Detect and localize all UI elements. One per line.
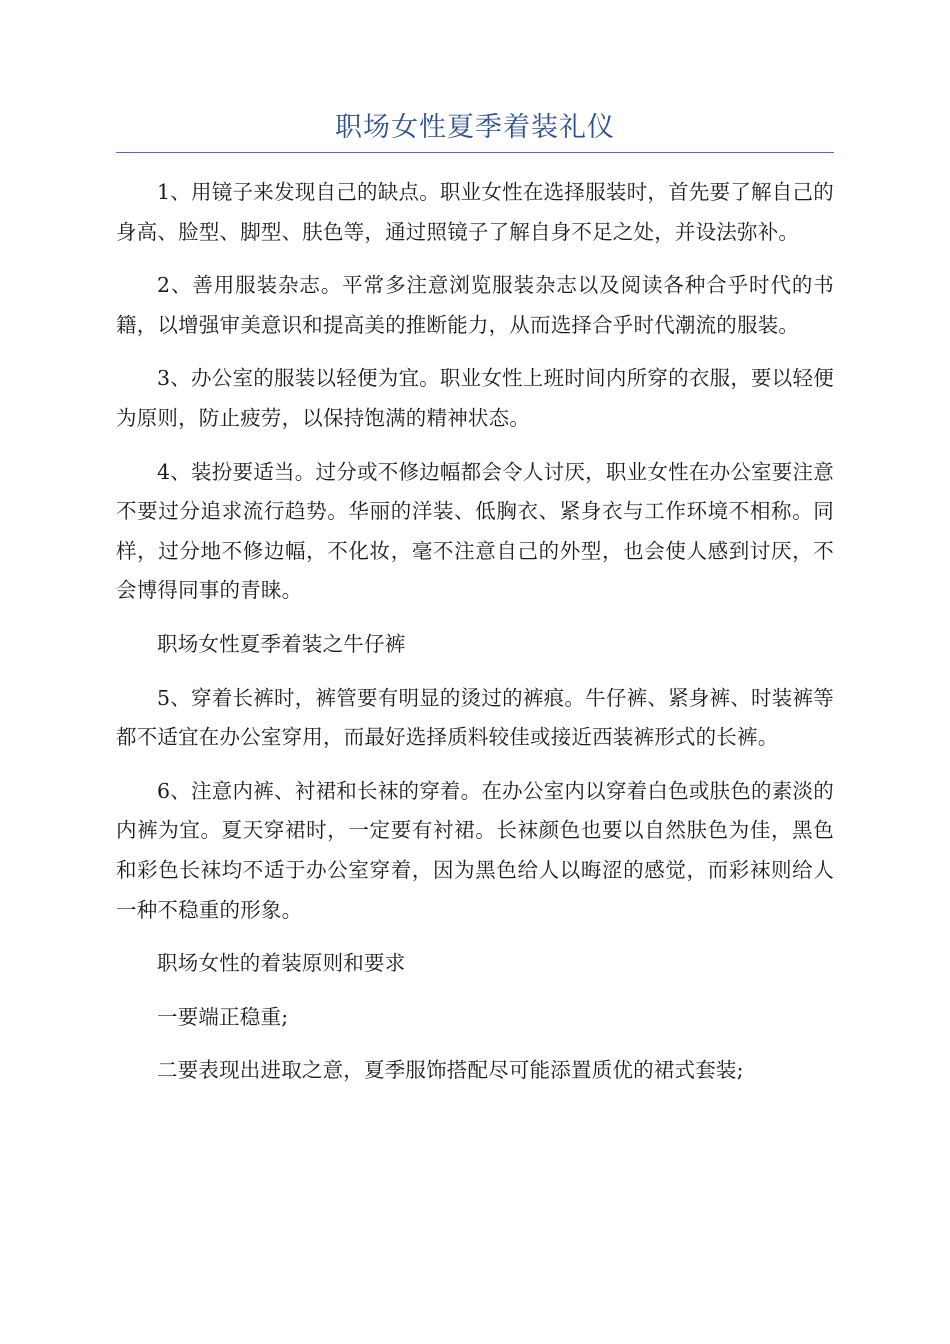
document-title: 职场女性夏季着装礼仪: [335, 112, 615, 143]
paragraph-3: 3、办公室的服装以轻便为宜。职业女性上班时间内所穿的衣服，要以轻便为原则，防止疲劳，以保持饱满的精神状态。: [116, 366, 834, 430]
paragraph-5: 5、穿着长裤时，裤管要有明显的烫过的裤痕。牛仔裤、紧身裤、时装裤等都不适宜在办公室穿用，而最好选择质料较佳或接近西装裤形式的长裤。: [116, 685, 834, 750]
paragraph-1: 1、用镜子来发现自己的缺点。职业女性在选择服装时，首先要了解自己的身高、脸型、脚型、肤色等，通过照镜子了解自身不足之处，并设法弥补。: [116, 180, 834, 244]
paragraph-2: 2、善用服装杂志。平常多注意浏览服装杂志以及阅读各种合乎时代的书籍，以增强审美意识和提高美的推断能力，从而选择合乎时代潮流的服装。: [116, 273, 834, 337]
paragraph-6: 6、注意内裤、衬裙和长袜的穿着。在办公室内以穿着白色或肤色的素淡的内裤为宜。夏天穿裙时，一定要有衬裙。长袜颜色也要以自然肤色为佳，黑色和彩色长袜均不适于办公室穿着，因为黑色给人以晦涩的感觉，而彩袜则给人一种不稳重的形象。: [116, 778, 834, 922]
title-underline: [116, 152, 834, 153]
principle-1: 一要端正稳重;: [157, 1004, 289, 1029]
principle-2: 二要表现出进取之意，夏季服饰搭配尽可能添置质优的裙式套装;: [157, 1058, 744, 1083]
section-heading-jeans: 职场女性夏季着装之牛仔裤: [157, 631, 406, 656]
section-heading-principles: 职场女性的着装原则和要求: [157, 951, 406, 976]
document-page: [116, 108, 834, 1105]
paragraph-4: 4、装扮要适当。过分或不修边幅都会令人讨厌，职业女性在办公室要注意不要过分追求流行趋势。华丽的洋装、低胸衣、紧身衣与工作环境不相称。同样，过分地不修边幅，不化妆，毫不注意自己的外型，也会使人感到讨厌，不会博得同事的青睐。: [116, 459, 834, 603]
document-body: [116, 173, 834, 1091]
